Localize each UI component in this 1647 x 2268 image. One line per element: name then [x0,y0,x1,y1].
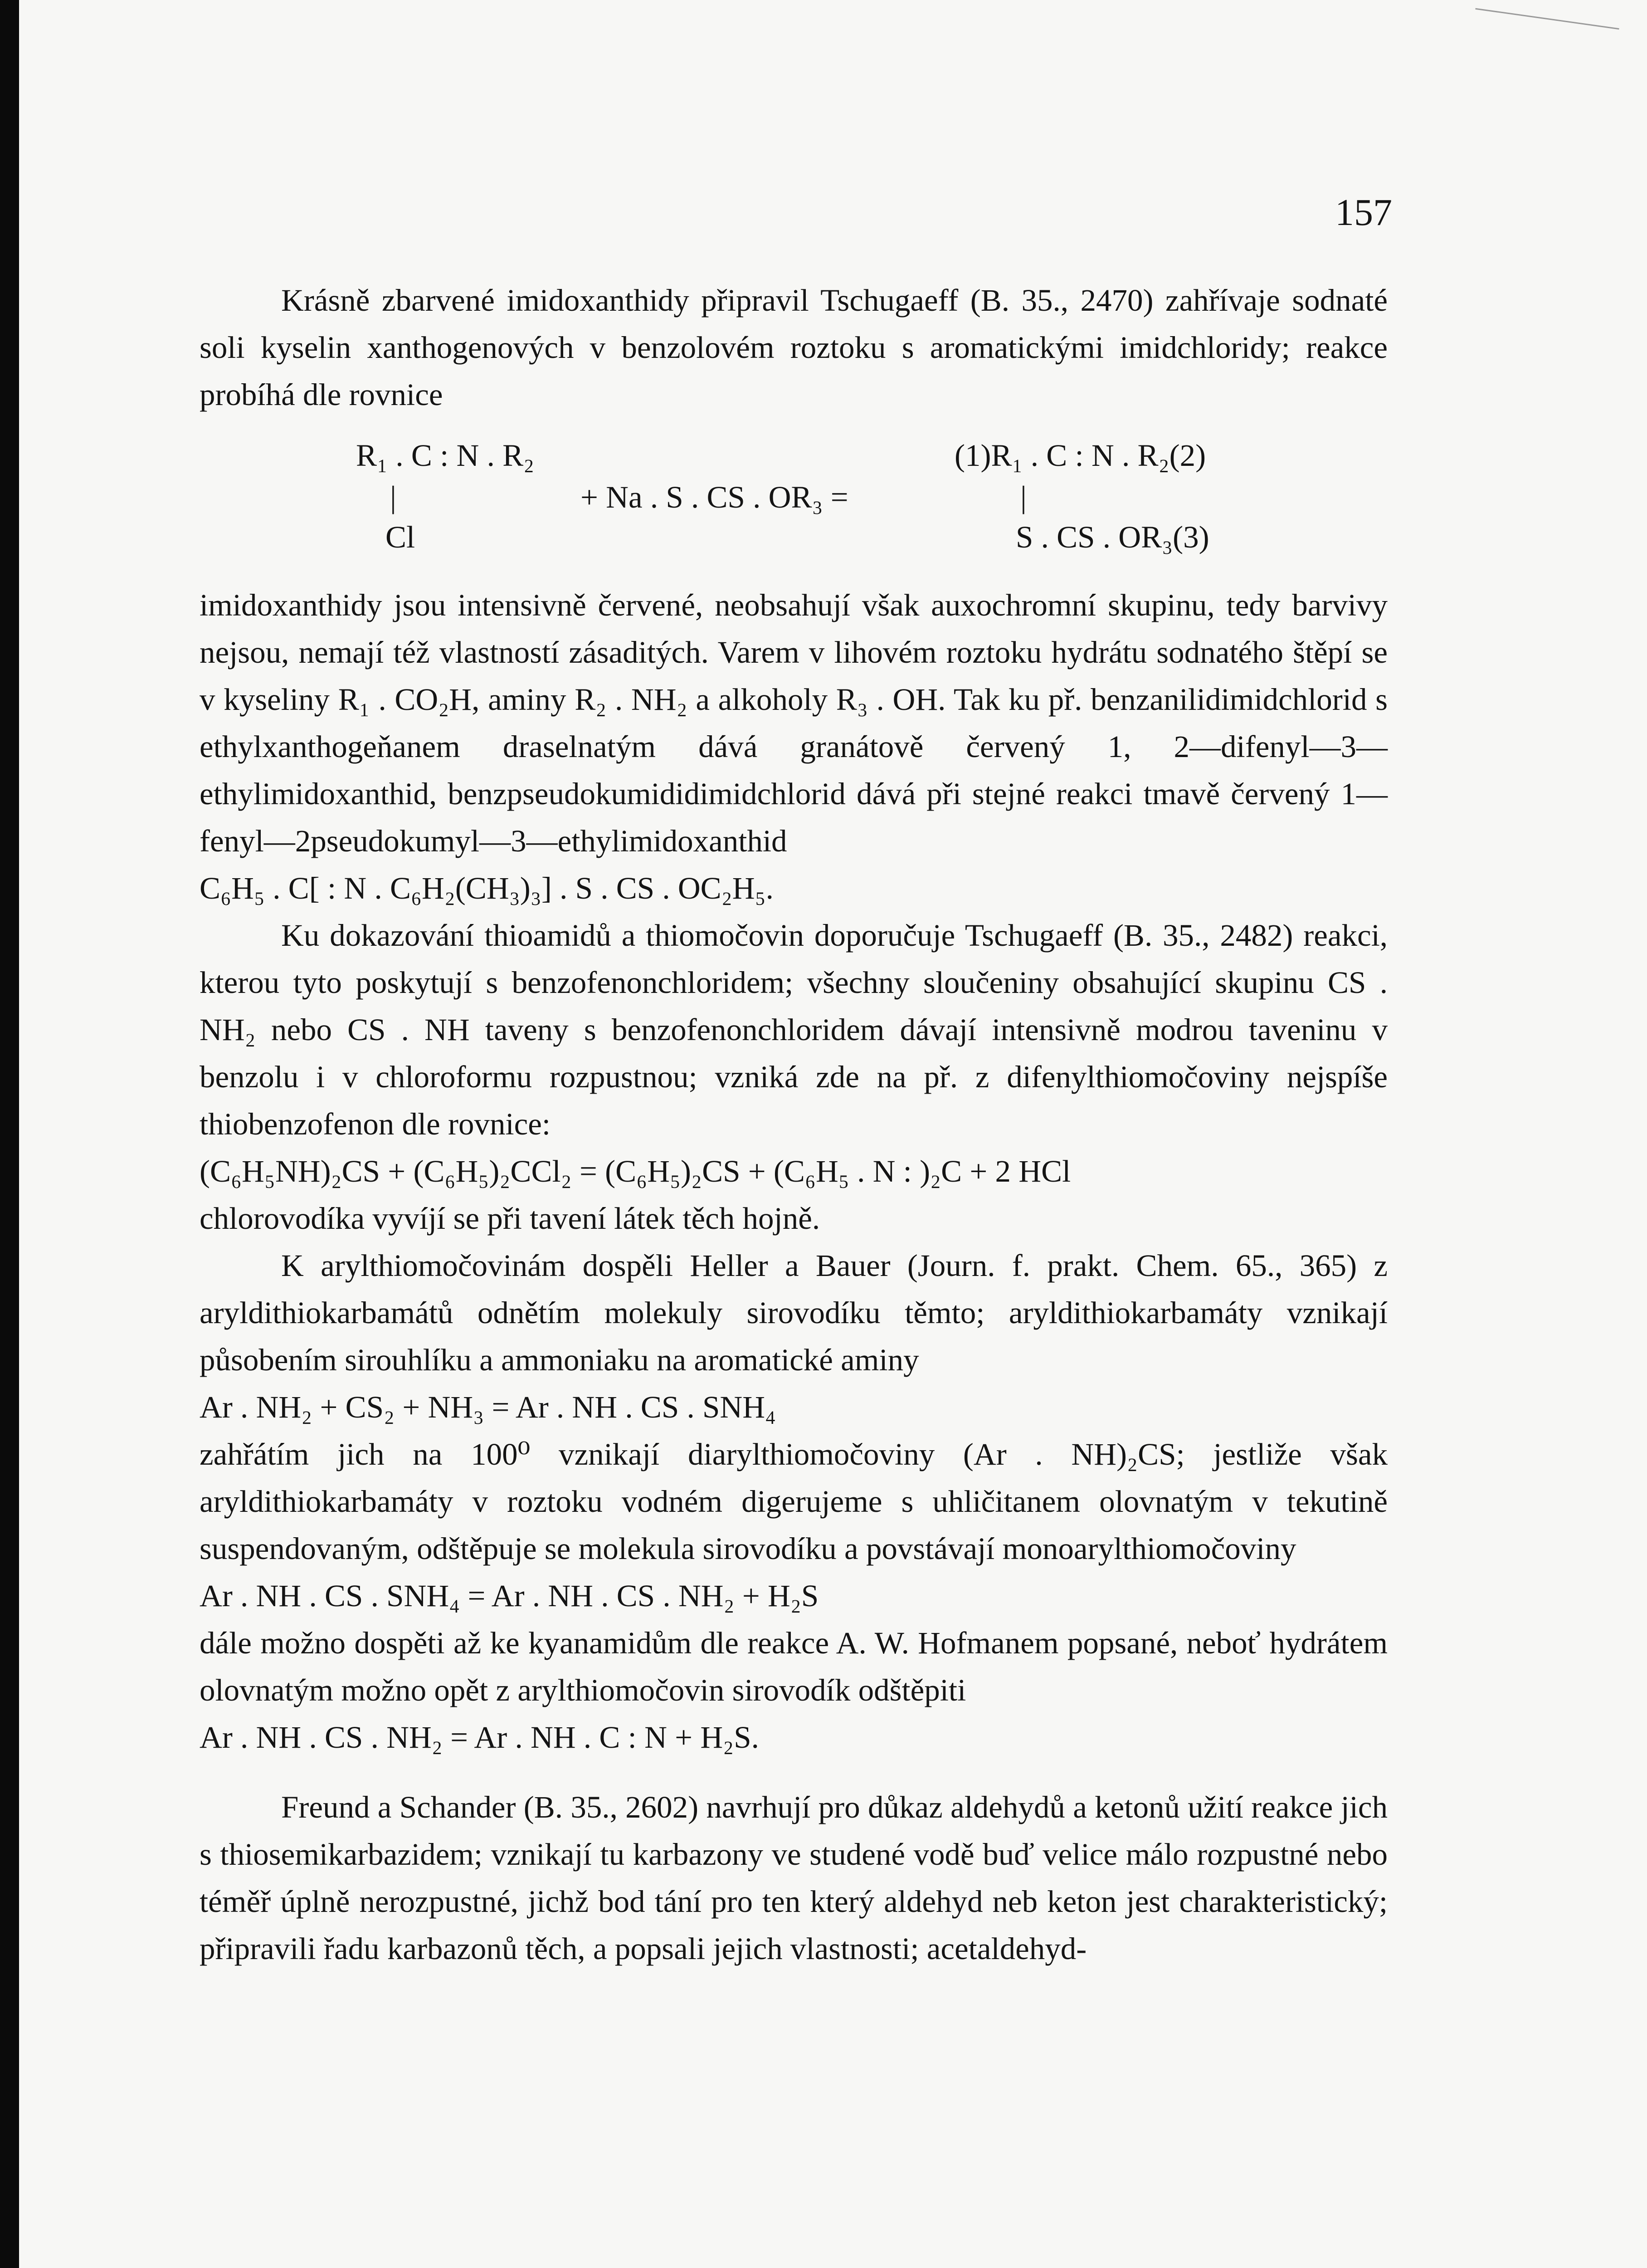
spacer [200,1761,1388,1784]
paragraph-8: Freund a Schander (B. 35., 2602) navrhují pro důkaz aldehydů a ketonů užití reakce jich s thiosemikarbazidem; vznikají tu karbazony ve studené vodě buď velice málo rozpustné nebo téměř úplně nerozpustné, jichž bod tání pro ten který aldehyd neb keton jest charakteristický; připravili řadu karbazonů těch, a popsali jejich vlastnosti; acetaldehyd- [200,1790,1388,1966]
page-number: 157 [1335,191,1392,234]
paragraph-4: chlorovodíka vyvíjí se při tavení látek těch hojně. [200,1201,820,1236]
equation-imidoxanthid [200,423,1388,572]
paragraph-5: K arylthiomočovinám dospěli Heller a Bauer (Journ. f. prakt. Chem. 65., 365) z aryldithiokarbamátů odnětím molekuly sirovodíku těmto; aryldithiokarbamáty vznikají působením sirouhlíku a ammoniaku na aromatické aminy [200,1248,1388,1377]
formula-3: Ar . NH₂ + CS₂ + NH₃ = Ar . NH . CS . SNH₄ [200,1390,776,1424]
scan-mark [1475,8,1619,30]
page-body [200,277,1388,1972]
eq1-left-bond: | [390,480,396,514]
eq1-right-line1: (1)R₁ . C : N . R₂(2) [955,438,1206,473]
eq1-middle: + Na . S . CS . OR₃ = [580,480,848,514]
formula-1: C₆H₅ . C[ : N . C₆H₂(CH₃)₃] . S . CS . OC₂H₅. [200,871,774,905]
scan-edge [0,0,19,2268]
eq1-left-line1: R₁ . C : N . R₂ [356,438,535,473]
formula-4: Ar . NH . CS . SNH₄ = Ar . NH . CS . NH₂ + H₂S [200,1579,819,1613]
eq1-right-bond: | [1020,480,1027,514]
paragraph-6: zahřátím jich na 100⁰ vznikají diarylthiomočoviny (Ar . NH)₂CS; jestliže však aryldithiokarbamáty v roztoku vodném digerujeme s uhličitanem olovnatým v tekutině suspendovaným, odštěpuje se molekula sirovodíku a povstávají monoarylthiomočoviny [200,1437,1388,1566]
paragraph-2: imidoxanthidy jsou intensivně červené, neobsahují však auxochromní skupinu, tedy barvivy nejsou, nemají též vlastností zásaditých. Varem v lihovém roztoku hydrátu sodnatého štěpí se v kyseliny R₁ . CO₂H, aminy R₂ . NH₂ a alkoholy R₃ . OH. Tak ku př. benzanilidimidchlorid s ethylxanthogeňanem draselnatým dává granátově červený 1, 2—difenyl—3—ethylimidoxanthid, benzpseudokumididimidchlorid dává při stejné reakci tmavě červený 1—fenyl—2pseudokumyl—3—ethylimidoxanthid [200,588,1388,858]
eq1-right-line3: S . CS . OR₃(3) [1016,520,1209,554]
formula-2: (C₆H₅NH)₂CS + (C₆H₅)₂CCl₂ = (C₆H₅)₂CS + (C₆H₅ . N : )₂C + 2 HCl [200,1154,1071,1188]
formula-5: Ar . NH . CS . NH₂ = Ar . NH . C : N + H₂S. [200,1720,759,1755]
paragraph-7: dále možno dospěti až ke kyanamidům dle reakce A. W. Hofmanem popsané, neboť hydrátem olovnatým možno opět z arylthiomočovin sirovodík odštěpiti [200,1626,1388,1707]
paragraph-1: Krásně zbarvené imidoxanthidy připravil Tschugaeff (B. 35., 2470) zahřívaje sodnaté soli kyselin xanthogenových v benzolovém roztoku s aromatickými imidchloridy; reakce probíhá dle rovnice [200,283,1388,412]
paragraph-3: Ku dokazování thioamidů a thiomočovin doporučuje Tschugaeff (B. 35., 2482) reakci, kterou tyto poskytují s benzofenonchloridem; všechny sloučeniny obsahující skupinu CS . NH₂ nebo CS . NH taveny s benzofenonchloridem dávají intensivně modrou taveninu v benzolu i v chloroformu rozpustnou; vzniká zde na př. z difenylthiomočoviny nejspíše thiobenzofenon dle rovnice: [200,918,1388,1141]
eq1-left-line3: Cl [385,520,415,554]
